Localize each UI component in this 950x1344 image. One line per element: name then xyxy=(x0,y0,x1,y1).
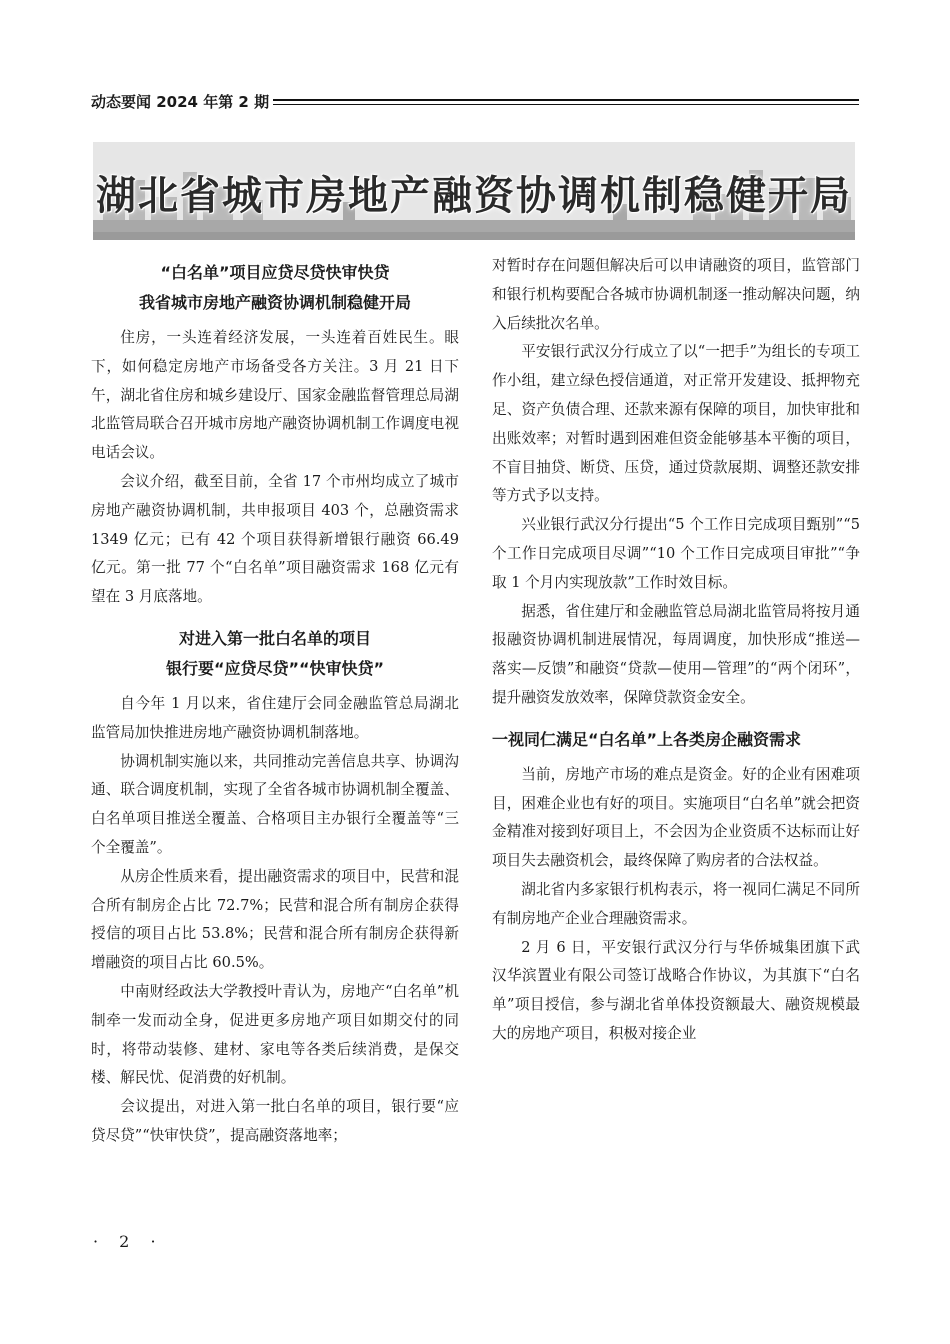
page-number: · 2 · xyxy=(93,1232,164,1251)
paragraph: 兴业银行武汉分行提出“5 个工作日完成项目甄别”“5 个工作日完成项目尽调”“10 个工作日完成项目审批”“争取 1 个月内实现放款”工作时效目标。 xyxy=(492,516,860,591)
paragraph: 从房企性质来看，提出融资需求的项目中，民营和混合所有制房企占比 72.7%；民营和混合所有制房企获得授信的项目占比 53.8%；民营和混合所有制房企获得新增融资的项目占比 60.5%。 xyxy=(91,867,459,972)
left-column xyxy=(91,252,459,1151)
title-banner xyxy=(93,142,855,240)
paragraph: 中南财经政法大学教授叶青认为，房地产“白名单”机制牵一发而动全身，促进更多房地产项目如期交付的同时，将带动装修、建材、家电等各类后续消费，是保交楼、解民忧、促消费的好机制。 xyxy=(91,982,459,1087)
paragraph: 平安银行武汉分行成立了以“一把手”为组长的专项工作小组，建立绿色授信通道，对正常开发建设、抵押物充足、资产负债合理、还款来源有保障的项目，加快审批和出账效率；对暂时遇到困难但资金能够基本平衡的项目，不盲目抽贷、断贷、压贷，通过贷款展期、调整还款安排等方式予以支持。 xyxy=(492,343,860,505)
paragraph: 湖北省内多家银行机构表示，将一视同仁满足不同所有制房地产企业合理融资需求。 xyxy=(492,880,860,927)
headline-line-1: “白名单”项目应贷尽贷快审快贷 xyxy=(160,263,390,282)
paragraph: 2 月 6 日，平安银行武汉分行与华侨城集团旗下武汉华滨置业有限公司签订战略合作协议，为其旗下“白名单”项目授信，参与湖北省单体投资额最大、融资规模最大的房地产项目，积极对接企业 xyxy=(492,938,860,1042)
banner-title: 湖北省城市房地产融资协调机制稳健开局 xyxy=(96,172,852,219)
paragraph: 自今年 1 月以来，省住建厅会同金融监管总局湖北监管局加快推进房地产融资协调机制落地。 xyxy=(91,694,459,741)
paragraph-continued: 对暂时存在问题但解决后可以申请融资的项目，监管部门和银行机构要配合各城市协调机制逐一推动解决问题，纳入后续批次名单。 xyxy=(492,257,860,332)
paragraph: 住房，一头连着经济发展，一头连着百姓民生。眼下，如何稳定房地产市场备受各方关注。3 月 21 日下午，湖北省住房和城乡建设厅、国家金融监督管理总局湖北监管局联合召开城市房地产融资协调机制工作调度电视电话会议。 xyxy=(91,329,459,462)
right-column xyxy=(492,252,860,1049)
headline-line-2: 我省城市房地产融资协调机制稳健开局 xyxy=(138,293,411,312)
section-heading-line-1: 对进入第一批白名单的项目 xyxy=(178,628,371,648)
section-heading: 一视同仁满足“白名单”上各类房企融资需求 xyxy=(492,729,802,749)
section-heading-line-2: 银行要“应贷尽贷”“快审快贷” xyxy=(165,658,385,678)
paragraph: 会议提出，对进入第一批白名单的项目，银行要“应贷尽贷”“快审快贷”，提高融资落地率； xyxy=(91,1098,459,1144)
paragraph: 会议介绍，截至目前，全省 17 个市州均成立了城市房地产融资协调机制，共申报项目 403 个，总融资需求 1349 亿元；已有 42 个项目获得新增银行融资 66.49 亿元。第一批 77 个“白名单”项目融资需求 168 亿元有望在 3 月底落地。 xyxy=(91,472,459,606)
paragraph: 协调机制实施以来，共同推动完善信息共享、协调沟通、联合调度机制，实现了全省各城市协调机制全覆盖、白名单项目推送全覆盖、合格项目主办银行全覆盖等“三个全覆盖”。 xyxy=(91,752,459,856)
paragraph: 据悉，省住建厅和金融监管总局湖北监管局将按月通报融资协调机制进展情况，每周调度，加快形成“推送—落实—反馈”和融资“贷款—使用—管理”的“两个闭环”，提升融资发放效率，保障贷款资金安全。 xyxy=(492,602,860,706)
running-title: 动态要闻 2024 年第 2 期 xyxy=(91,92,273,112)
paragraph: 当前，房地产市场的难点是资金。好的企业有困难项目，困难企业也有好的项目。实施项目“白名单”就会把资金精准对接到好项目上，不会因为企业资质不达标而让好项目失去融资机会，最终保障了购房者的合法权益。 xyxy=(492,765,860,870)
running-header xyxy=(91,92,859,114)
